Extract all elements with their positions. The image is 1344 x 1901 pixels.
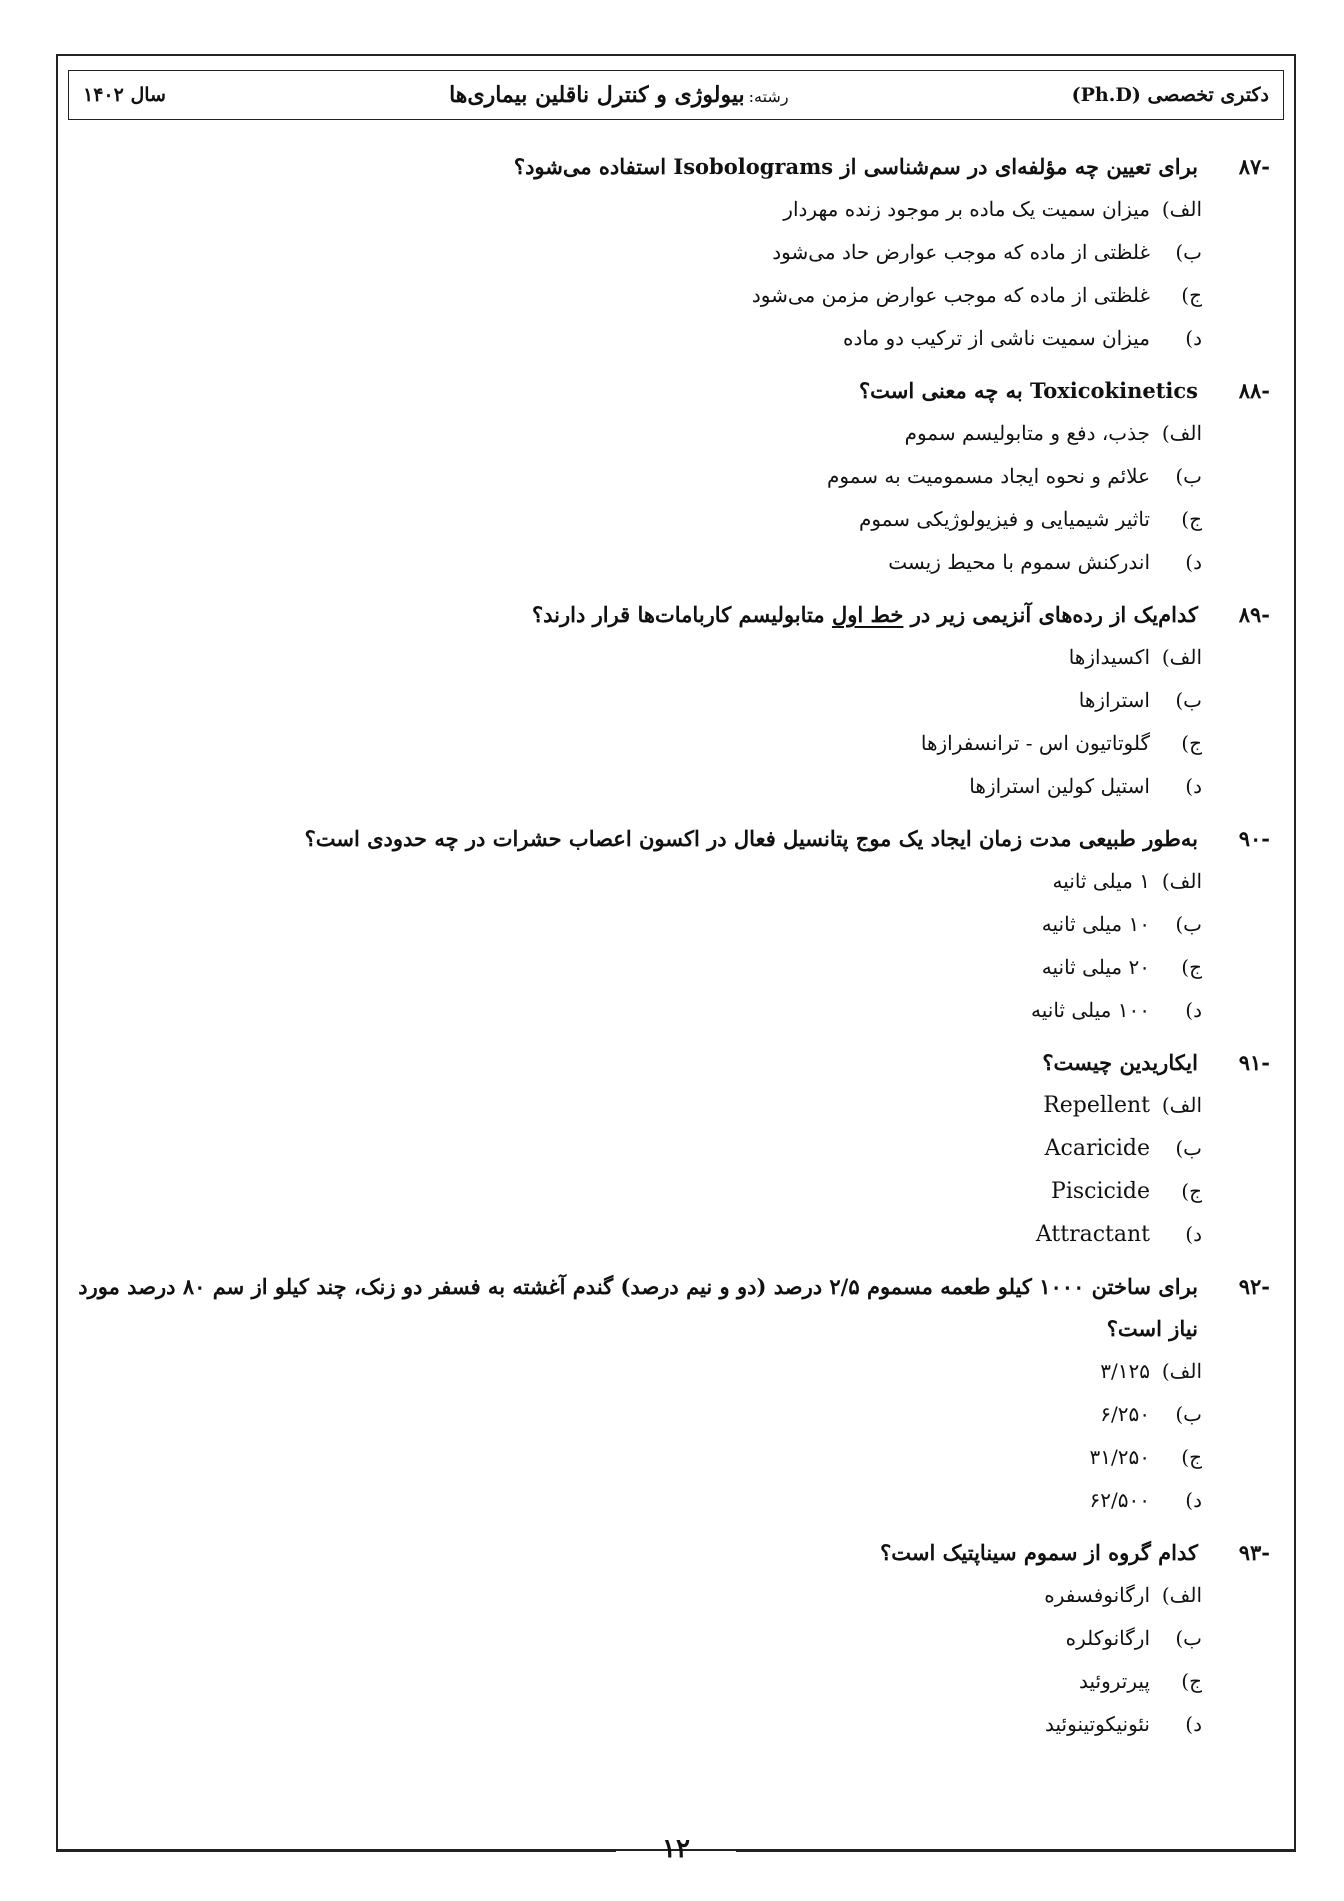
option xyxy=(78,903,1202,946)
option xyxy=(78,188,1202,231)
option-label: الف) xyxy=(1161,1093,1202,1117)
option xyxy=(78,1703,1202,1746)
option xyxy=(78,860,1202,903)
footer-rule-right xyxy=(736,1850,1296,1852)
question-number: -۹۳ xyxy=(1238,1540,1270,1565)
field-name: بیولوژی و کنترل ناقلین بیماری‌ها xyxy=(449,82,745,108)
question-number: -۸۷ xyxy=(1238,154,1270,179)
option-text: گلوتاتیون اس - ترانسفرازها xyxy=(920,731,1150,755)
question-89 xyxy=(78,594,1274,808)
question-90 xyxy=(78,818,1274,1032)
option-text: ۱ میلی ثانیه xyxy=(1052,869,1150,893)
option-label: د) xyxy=(1185,550,1202,574)
question-text xyxy=(78,594,1198,636)
question-text: به‌طور طبیعی مدت زمان ایجاد یک موج پتانسیل فعال در اکسون اعصاب حشرات در چه حدودی است؟ xyxy=(304,826,1198,851)
question-text-part: به چه معنی است؟ xyxy=(859,378,1031,403)
question-88 xyxy=(78,370,1274,584)
option xyxy=(78,1436,1202,1479)
option-text: ۳۱/۲۵۰ xyxy=(1089,1445,1150,1469)
option-text: غلظتی از ماده که موجب عوارض حاد می‌شود xyxy=(772,240,1150,264)
option-text: ۶۲/۵۰۰ xyxy=(1089,1488,1150,1512)
question-number: -۸۸ xyxy=(1238,378,1270,403)
option-text: ۳/۱۲۵ xyxy=(1100,1359,1150,1383)
option-text: Repellent xyxy=(1043,1093,1150,1118)
option-text: تاثیر شیمیایی و فیزیولوژیکی سموم xyxy=(858,507,1150,531)
option xyxy=(78,1084,1202,1127)
option-label: ج) xyxy=(1181,955,1202,979)
question-text xyxy=(78,146,1198,188)
question-english-term: Toxicokinetics xyxy=(1030,378,1198,403)
option xyxy=(78,765,1202,808)
option-label: د) xyxy=(1185,1222,1202,1246)
option-text: Piscicide xyxy=(1051,1179,1150,1204)
option xyxy=(78,1127,1202,1170)
option-text: اندرکنش سموم با محیط زیست xyxy=(888,550,1150,574)
option-label: د) xyxy=(1185,1712,1202,1736)
page-frame xyxy=(56,54,1296,1851)
option-label: ب) xyxy=(1175,1136,1202,1160)
option xyxy=(78,274,1202,317)
option xyxy=(78,1479,1202,1522)
option-text: میزان سمیت یک ماده بر موجود زنده مهردار xyxy=(783,197,1150,221)
option-label: ج) xyxy=(1181,507,1202,531)
option-label: ب) xyxy=(1175,1626,1202,1650)
option-text: میزان سمیت ناشی از ترکیب دو ماده xyxy=(842,326,1150,350)
question-text: کدام گروه از سموم سیناپتیک است؟ xyxy=(880,1540,1198,1565)
question-number: -۹۰ xyxy=(1238,826,1270,851)
question-text xyxy=(78,370,1198,412)
page-header xyxy=(68,70,1284,120)
option-label: د) xyxy=(1185,326,1202,350)
question-number: -۹۱ xyxy=(1238,1050,1270,1075)
page-number: ۱۲ xyxy=(662,1834,690,1864)
option xyxy=(78,989,1202,1032)
question-text: ایکاریدین چیست؟ xyxy=(1042,1050,1198,1075)
question-text-part: برای تعیین چه مؤلفه‌ای در سم‌شناسی از xyxy=(833,154,1198,179)
exam-year: سال ۱۴۰۲ xyxy=(83,84,166,106)
option xyxy=(78,946,1202,989)
option-label: الف) xyxy=(1161,421,1202,445)
option-label: د) xyxy=(1185,1488,1202,1512)
option xyxy=(78,1350,1202,1393)
option xyxy=(78,722,1202,765)
option-label: ج) xyxy=(1181,283,1202,307)
option-label: ج) xyxy=(1181,1445,1202,1469)
option xyxy=(78,498,1202,541)
option-text: استرازها xyxy=(1078,688,1150,712)
degree-label: دکتری تخصصی (Ph.D) xyxy=(1071,84,1269,106)
option-text: Attractant xyxy=(1035,1222,1150,1247)
option xyxy=(78,1574,1202,1617)
option-text: ۲۰ میلی ثانیه xyxy=(1041,955,1150,979)
option-label: ب) xyxy=(1175,464,1202,488)
question-number: -۹۲ xyxy=(1238,1274,1270,1299)
option-label: د) xyxy=(1185,774,1202,798)
page-footer xyxy=(56,1836,1296,1866)
option-text: غلظتی از ماده که موجب عوارض مزمن می‌شود xyxy=(751,283,1150,307)
question-92 xyxy=(78,1266,1274,1522)
option-label: ج) xyxy=(1181,731,1202,755)
option xyxy=(78,541,1202,584)
question-text-part: استفاده می‌شود؟ xyxy=(513,154,674,179)
option xyxy=(78,231,1202,274)
question-87 xyxy=(78,146,1274,360)
question-93 xyxy=(78,1532,1274,1746)
option-label: ب) xyxy=(1175,240,1202,264)
option-text: ۱۰ میلی ثانیه xyxy=(1041,912,1150,936)
option-text: نئونیکوتینوئید xyxy=(1045,1712,1150,1736)
question-emphasis: خط اول xyxy=(831,602,904,627)
option-label: ج) xyxy=(1181,1669,1202,1693)
option xyxy=(78,1393,1202,1436)
question-number: -۸۹ xyxy=(1238,602,1270,627)
option-text: ۱۰۰ میلی ثانیه xyxy=(1031,998,1150,1022)
option xyxy=(78,679,1202,722)
option-text: ۶/۲۵۰ xyxy=(1100,1402,1150,1426)
option-label: الف) xyxy=(1161,1359,1202,1383)
option-text: جذب، دفع و متابولیسم سموم xyxy=(904,421,1150,445)
option-text: اکسیدازها xyxy=(1068,645,1150,669)
option xyxy=(78,1170,1202,1213)
option-text: استیل کولین استرازها xyxy=(969,774,1150,798)
question-text: برای ساختن ۱۰۰۰ کیلو طعمه مسموم ۲/۵ درصد (دو و نیم درصد) گندم آغشته به فسفر دو زنک، چند کیلو از سم ۸۰ درصد مورد نیاز است؟ xyxy=(78,1274,1198,1341)
option-label: الف) xyxy=(1161,1583,1202,1607)
option-label: ج) xyxy=(1181,1179,1202,1203)
option-label: ب) xyxy=(1175,688,1202,712)
question-91 xyxy=(78,1042,1274,1256)
option xyxy=(78,412,1202,455)
option xyxy=(78,317,1202,360)
option xyxy=(78,455,1202,498)
option-label: الف) xyxy=(1161,197,1202,221)
option-label: الف) xyxy=(1161,869,1202,893)
option-label: ب) xyxy=(1175,912,1202,936)
question-text-part: کدام‌یک از رده‌های آنزیمی زیر در xyxy=(903,602,1198,627)
option xyxy=(78,1617,1202,1660)
option-text: ارگانوکلره xyxy=(1065,1626,1150,1650)
question-list xyxy=(78,146,1274,1756)
option-label: ب) xyxy=(1175,1402,1202,1426)
option-label: د) xyxy=(1185,998,1202,1022)
option-text: ارگانوفسفره xyxy=(1044,1583,1150,1607)
field-label: رشته: xyxy=(748,87,789,106)
option-text: علائم و نحوه ایجاد مسمومیت به سموم xyxy=(826,464,1150,488)
field-title xyxy=(449,82,788,108)
question-english-term: Isobolograms xyxy=(673,154,834,179)
option xyxy=(78,1213,1202,1256)
option-label: الف) xyxy=(1161,645,1202,669)
option-text: Acaricide xyxy=(1044,1136,1150,1161)
question-text-part: متابولیسم کاربامات‌ها قرار دارند؟ xyxy=(531,602,832,627)
option-text: پیرتروئید xyxy=(1079,1669,1150,1693)
option xyxy=(78,636,1202,679)
option xyxy=(78,1660,1202,1703)
